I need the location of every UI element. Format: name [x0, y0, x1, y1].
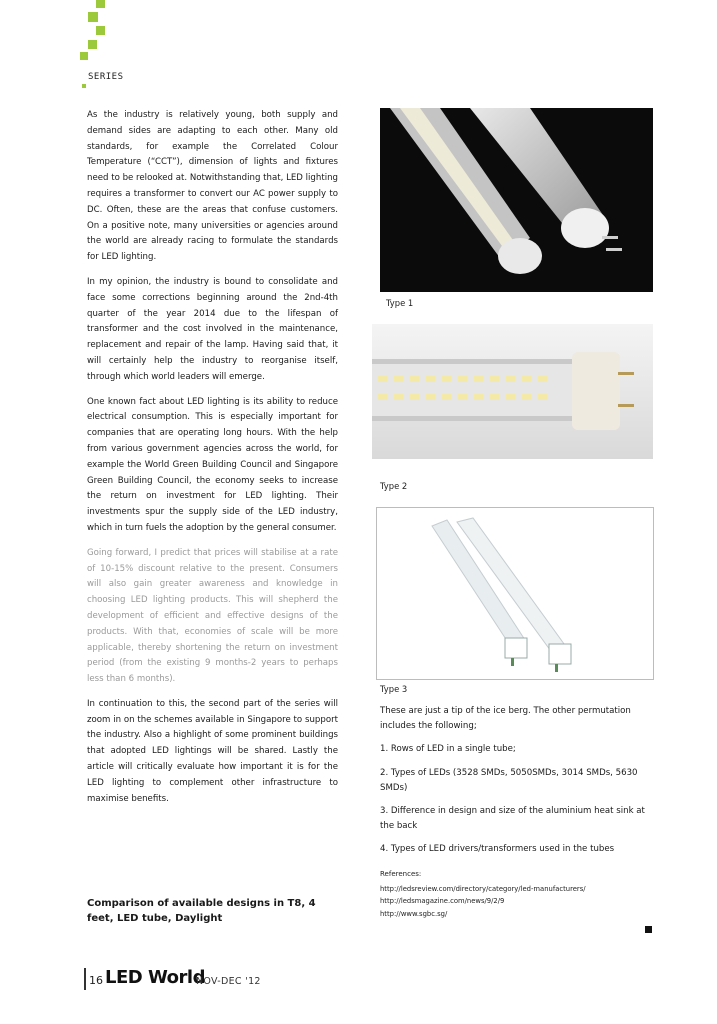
paragraph-3: One known fact about LED lighting is its ability to reduce electrical consumption. This is especially important for companies that are operating long hours. With the help from various government agencies across the world, for example the World Green Building Council and Singapore Green Building Council, the economy seeks to increase the return on investment for LED lighting. Their investments spur the supply side of the LED industry, which in turn fuels the adoption by the general consumer.: [87, 396, 338, 533]
references-title: References:: [380, 870, 422, 878]
caption-type-3: Type 3: [380, 684, 408, 694]
reference-link-3[interactable]: http://www.sgbc.sg/: [380, 909, 448, 918]
issue-date: NOV-DEC '12: [196, 976, 261, 987]
caption-type-2: Type 2: [380, 481, 408, 491]
reference-link-1[interactable]: http://ledsreview.com/directory/category/led-manufacturers/: [380, 884, 586, 893]
led-world-logo: LED World: [105, 967, 205, 988]
reference-link-2[interactable]: http://ledsmagazine.com/news/9/2/9: [380, 897, 505, 905]
led-tube-photo-type-2: [372, 324, 653, 459]
permutation-item-3: 3. Difference in design and size of the aluminium heat sink at the back: [380, 806, 645, 832]
led-tube-photo-type-3: [376, 507, 654, 680]
permutation-text: [380, 704, 654, 866]
page-number: 16: [89, 974, 103, 987]
paragraph-5: In continuation to this, the second part of the series will zoom in on the schemes available in Singapore to support the industry. Also a highlight of some prominent buildings that adopted LED lightings will be shared. Lastly the article will critically evaluate how important it is for the LED lighting to complement other infrastructure to maximise benefits.: [87, 698, 338, 804]
permutation-intro: These are just a tip of the ice berg. The other permutation includes the following;: [380, 706, 631, 732]
permutation-item-2: 2. Types of LEDs (3528 SMDs, 5050SMDs, 3014 SMDs, 5630 SMDs): [380, 767, 638, 793]
paragraph-1: As the industry is relatively young, both supply and demand sides are adapting to each other. Many old standards, for example the Correlated Colour Temperature (“CCT”), dimension of lights and fixtures need to be relooked at. Notwithstanding that, LED lighting requires a transformer to convert our AC power supply to DC. Often, these are the areas that confuse customers. On a positive note, many universities or agencies around the world are already racing to formulate the standards for LED lighting.: [87, 110, 338, 263]
references: [380, 868, 654, 920]
series-marker: [82, 84, 86, 88]
end-mark: [645, 926, 652, 933]
caption-type-1: Type 1: [386, 298, 414, 308]
permutation-item-4: 4. Types of LED drivers/transformers used in the tubes: [380, 844, 615, 855]
paragraph-4: Going forward, I predict that prices will stabilise at a rate of 10-15% discount relative to the present. Consumers will also gain greater awareness and knowledge in choosing LED lighting products. This will shepherd the development of efficient and effective designs of the products. With that, economies of scale will be more applicable, thereby shortening the return on investment period (from the existing 9 months-2 years to perhaps less than 6 months).: [87, 547, 338, 685]
led-tube-photo-type-1: [380, 108, 653, 292]
footer-divider: [84, 968, 86, 990]
series-label: SERIES: [88, 72, 124, 82]
comparison-heading: Comparison of available designs in T8, 4 feet, LED tube, Daylight: [87, 898, 316, 924]
left-column: [87, 108, 338, 816]
paragraph-2: In my opinion, the industry is bound to consolidate and face some corrections beginning around the 2nd-4th quarter of the year 2014 due to the lifespan of transformer and the cost involved in the maintenance, replacement and repair of the lamp. Having said that, it will certainly help the industry to reorganise itself, through which world leaders will emerge.: [87, 276, 338, 382]
permutation-item-1: 1. Rows of LED in a single tube;: [380, 744, 516, 755]
